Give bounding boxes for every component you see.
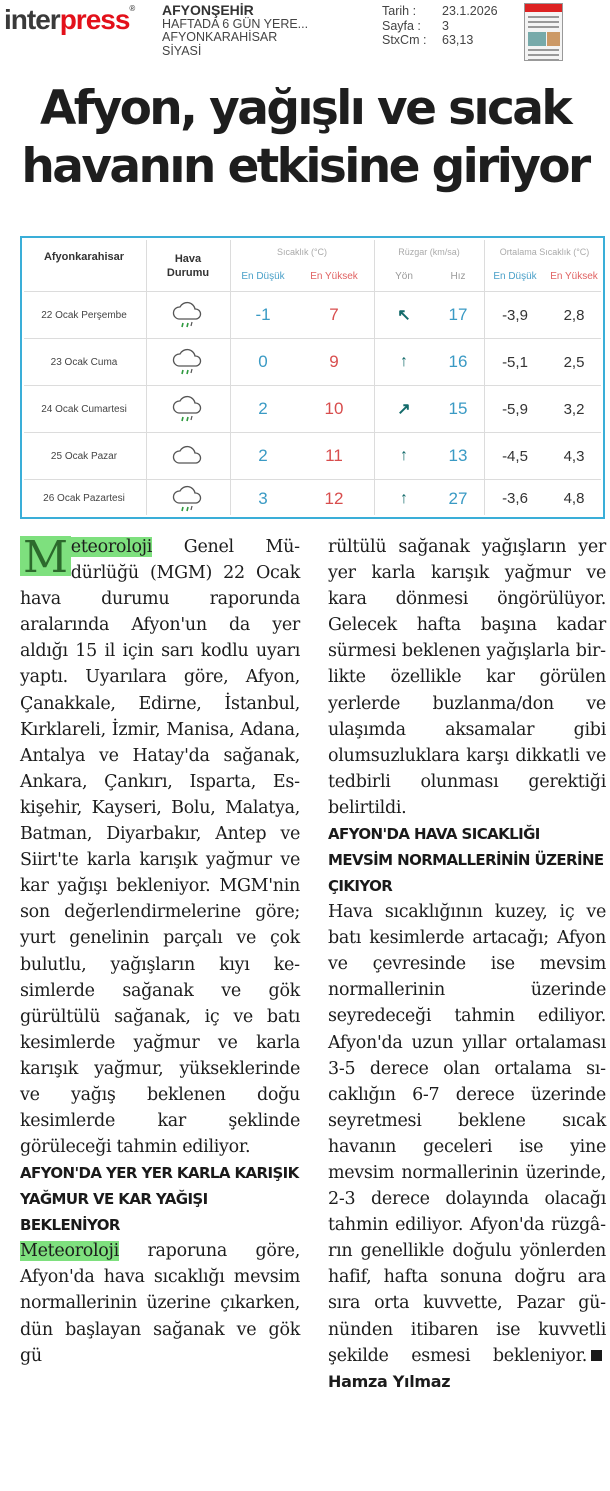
wind-group-header: Rüzgar (km/sa) [398, 247, 460, 257]
page-thumbnail[interactable] [524, 3, 563, 61]
interpress-logo [4, 4, 134, 36]
publication-name: AFYONŞEHİR [162, 2, 254, 18]
cloud-icon [148, 433, 228, 479]
table-row-day: 26 Ocak Pazartesi [43, 493, 125, 504]
avg-high-value: 4,8 [563, 490, 585, 507]
avg-low-value: -3,6 [502, 490, 528, 507]
high-temp-value: 11 [325, 446, 343, 465]
table-row-day: 23 Ocak Cuma [50, 356, 118, 368]
article-paragraph: rültülü sağanak yağışların yer yer karla karışık yağmur ve kara dönmesi öngörülüyor. Gelecek hafta başına kadar sürmesi beklenen yağışlarla birlikte özellikle kar görülen yerlerde buzlanma/don ve ulaşımda aksamalar gibi olumsuzluklara karşı dikkatli ve tedbirli olunması gerektiği belirtildi. [328, 537, 606, 818]
logo-main-text: inter [4, 4, 60, 35]
article-column-2 [328, 534, 606, 1395]
rain-cloud-icon [148, 292, 228, 338]
rain-cloud-icon [148, 339, 228, 385]
wind-speed-header: Hız [450, 270, 466, 282]
byline-square-icon [591, 1350, 602, 1361]
avg-low-value: -4,5 [502, 447, 528, 465]
page-label: Sayfa : [382, 18, 421, 33]
avg-low-value: -5,1 [502, 353, 528, 371]
wind-direction-arrow-icon: ↗ [397, 401, 411, 418]
wind-direction-arrow-icon: ↑ [400, 447, 408, 464]
avg-low-header: En Düşük [493, 270, 537, 282]
avg-high-value: 4,3 [563, 447, 585, 465]
low-temp-value: 0 [258, 352, 268, 371]
low-temp-value: 2 [258, 399, 268, 418]
temperature-group-header: Sıcaklık (°C) [276, 247, 328, 257]
size-label: StxCm : [382, 33, 427, 47]
weather-header-line-2: Durumu [166, 267, 210, 279]
wind-speed-value: 16 [448, 352, 468, 371]
high-temp-value: 7 [329, 305, 339, 324]
article-paragraph [20, 1238, 300, 1368]
low-temp-value: 2 [258, 446, 268, 465]
publication-info [162, 4, 308, 58]
highlighted-word: eteoroloji [70, 537, 153, 557]
rain-cloud-icon [148, 480, 228, 517]
wind-speed-value: 15 [448, 399, 468, 418]
high-temp-value: 10 [324, 399, 344, 418]
high-temp-value: 12 [324, 488, 344, 508]
table-row-day: 22 Ocak Perşembe [41, 309, 127, 321]
wind-direction-arrow-icon: ↑ [400, 353, 408, 370]
clipping-header [0, 0, 610, 68]
article-paragraph [20, 534, 300, 1160]
wind-direction-arrow-icon: ↖ [397, 307, 411, 324]
size-value: 63,13 [442, 33, 474, 47]
clipping-meta [382, 4, 498, 48]
avg-low-value: -3,9 [502, 306, 528, 324]
drop-cap: M [20, 536, 71, 576]
low-temp-header: En Düşük [241, 270, 285, 282]
weather-forecast-table [20, 236, 605, 519]
headline-line-1: Afyon, yağışlı ve sıcak [39, 81, 571, 136]
location-header: Afyonkarahisar [43, 251, 125, 263]
table-row-day: 25 Ocak Pazar [50, 450, 118, 462]
headline [0, 80, 610, 196]
article-column-1 [20, 534, 300, 1369]
registered-mark: ® [129, 4, 135, 13]
date-label: Tarih : [382, 4, 417, 18]
wind-speed-value: 27 [448, 488, 468, 508]
wind-direction-arrow-icon: ↑ [400, 489, 408, 507]
paragraph-text: Genel Müdürlüğü (MGM) 22 Ocak hava durumu raporunda aralarında Afyon'un da yer aldığı 15 il için sarı kodlu uyarı yaptı. Uyarılara göre, Afyon, Çanakkale, Edirne, İstanbul, Kırklareli, İzmir, Manisa, Adana, Antalya ve Hatay'da sağanak, Ankara, Çankırı, Isparta, Eskişehir, Kayseri, Bolu, Malatya, Batman, Diyarbakır, Antep ve Siirt'te karla karışık yağmur ve kar yağışı bekleniyor. MGM'nin son değerlendirmelerine göre; yurt genelinin parçalı ve çok bulutlu, yağışların kıyı kesimlerde sağanak ve gök gürültülü sağanak, iç ve batı kesimlerde yağmur ve karla karışık yağmur, yükseklerinde ve yağış beklenen doğu kesimlerde kar şeklinde görüleceği tahmin ediliyor. [20, 537, 300, 1158]
high-temp-header: En Yüksek [310, 270, 358, 282]
low-temp-value: 3 [258, 488, 268, 508]
wind-direction-header: Yön [395, 270, 413, 282]
logo-accent-text: press [59, 4, 130, 35]
publication-section: SİYASİ [162, 43, 202, 58]
weather-condition-header [148, 244, 228, 288]
publication-frequency: HAFTADA 6 GÜN YERE... [162, 16, 309, 31]
paragraph-text: Hava sıcaklığının kuzey, iç ve batı kesimlerde artacağı; Afyon ve çevresinde ise mevsim normallerinin üzerinde seyredeceği tahmin ediliyor. Afyon'da uzun yıllar ortalaması 3-5 derece olan ortalama sıcaklığın 6-7 derece üzerinde seyretmesi beklene sıcak havanın geceleri ise yine mevsim normallerinin üzerinde, 2-3 derece dolayında olacağı tahmin ediliyor. Afyon'da rüzgârın genellikle doğulu yönlerden hafif, hafta sonuna doğru ara sıra orta kuvvette, Pazar gününden itibaren ise kuvvetli şekilde esmesi bekleniyor. [328, 902, 606, 1366]
highlighted-word: Meteoroloji [20, 1241, 119, 1262]
date-value: 23.1.2026 [442, 4, 498, 18]
avg-low-value: -5,9 [502, 400, 528, 418]
table-row-day: 24 Ocak Cumartesi [41, 403, 127, 415]
avg-high-value: 2,5 [563, 353, 585, 371]
high-temp-value: 9 [329, 352, 339, 371]
avg-high-header: En Yüksek [550, 270, 598, 282]
author-byline: Hamza Yılmaz [328, 1371, 451, 1391]
weather-header-line-1: Hava [174, 253, 202, 265]
rain-cloud-icon [148, 386, 228, 432]
avg-high-value: 2,8 [563, 306, 585, 324]
subheading: AFYON'DA YER YER KARLA KARIŞIK YAĞMUR VE KAR YAĞIŞI BEKLENİYOR [20, 1164, 299, 1235]
avg-high-value: 3,2 [563, 400, 585, 418]
low-temp-value: -1 [255, 305, 271, 324]
paragraph-text: raporuna göre, Afyon'da hava sıcaklığı mevsim normallerinin üzerine çıkarken, dün başlayan sağanak ve gök gü [20, 1241, 300, 1366]
subheading: AFYON'DA HAVA SICAKLIĞI MEVSİM NORMALLERİNİN ÜZERİNE ÇIKIYOR [328, 825, 604, 896]
publication-region: AFYONKARAHİSAR [162, 30, 278, 44]
wind-speed-value: 13 [448, 446, 468, 465]
page-value: 3 [442, 18, 449, 33]
average-temp-group-header: Ortalama Sıcaklık (°C) [499, 247, 590, 257]
wind-speed-value: 17 [448, 305, 468, 324]
headline-line-2: havanın etkisine giriyor [21, 139, 589, 194]
article-paragraph [328, 899, 606, 1395]
